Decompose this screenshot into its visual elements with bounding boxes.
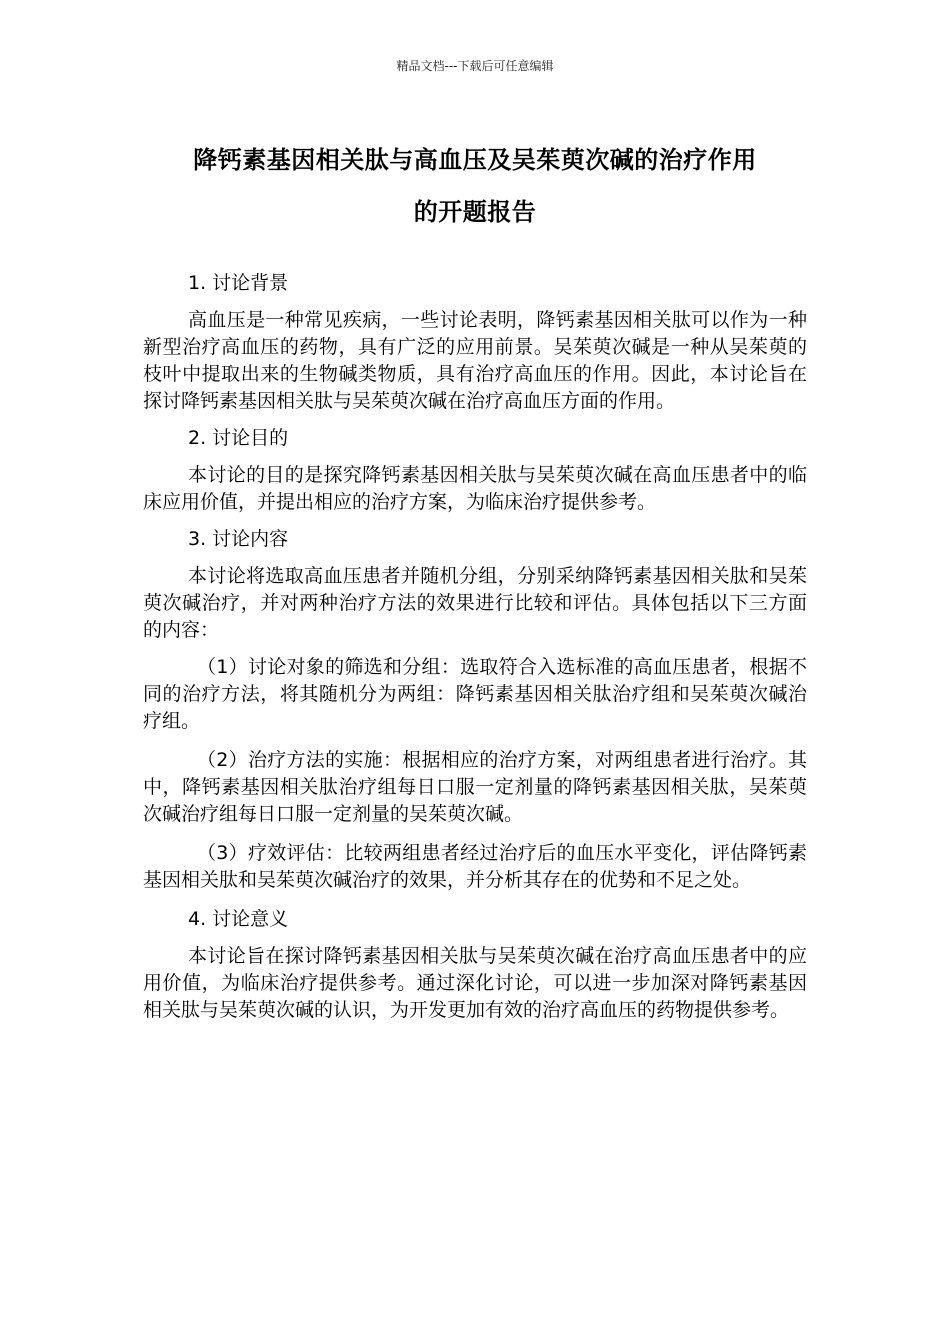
section-paragraph: 本讨论将选取高血压患者并随机分组，分别采纳降钙素基因相关肽和吴茱萸次碱治疗，并对两种治疗方法的效果进行比较和评估。具体包括以下三方面的内容： [143,565,807,641]
section-significance [143,906,807,1024]
document-title [143,134,807,238]
section-heading: 1. 讨论背景 [188,272,289,294]
content-item: （2）治疗方法的实施：根据相应的治疗方案，对两组患者进行治疗。其中，降钙素基因相关肽治疗组每日口服一定剂量的降钙素基因相关肽，吴茱萸次碱治疗组每日口服一定剂量的吴茱萸次碱。 [143,749,807,825]
section-content [143,526,807,894]
section-background [143,270,807,415]
section-purpose [143,425,807,516]
section-heading: 2. 讨论目的 [188,427,289,449]
document-body [143,270,807,1034]
section-paragraph: 本讨论的目的是探究降钙素基因相关肽与吴茱萸次碱在高血压患者中的临床应用价值，并提出相应的治疗方案，为临床治疗提供参考。 [143,464,807,513]
page-header: 精品文档---下载后可任意编辑 [396,59,554,73]
section-paragraph: 本讨论旨在探讨降钙素基因相关肽与吴茱萸次碱在治疗高血压患者中的应用价值，为临床治疗提供参考。通过深化讨论，可以进一步加深对降钙素基因相关肽与吴茱萸次碱的认识，为开发更加有效的治疗高血压的药物提供参考。 [143,945,807,1021]
title-line-2: 的开题报告 [413,198,537,226]
section-heading: 3. 讨论内容 [188,528,289,550]
title-line-1: 降钙素基因相关肽与高血压及吴茱萸次碱的治疗作用 [193,146,757,174]
section-paragraph: 高血压是一种常见疾病，一些讨论表明，降钙素基因相关肽可以作为一种新型治疗高血压的药物，具有广泛的应用前景。吴茱萸次碱是一种从吴茱萸的枝叶中提取出来的生物碱类物质，具有治疗高血压的作用。因此，本讨论旨在探讨降钙素基因相关肽与吴茱萸次碱在治疗高血压方面的作用。 [143,309,807,412]
content-item: （1）讨论对象的筛选和分组：选取符合入选标准的高血压患者，根据不同的治疗方法，将其随机分为两组：降钙素基因相关肽治疗组和吴茱萸次碱治疗组。 [143,656,807,732]
content-item: （3）疗效评估：比较两组患者经过治疗后的血压水平变化，评估降钙素基因相关肽和吴茱萸次碱治疗的效果，并分析其存在的优势和不足之处。 [143,842,807,891]
section-heading: 4. 讨论意义 [188,908,289,930]
